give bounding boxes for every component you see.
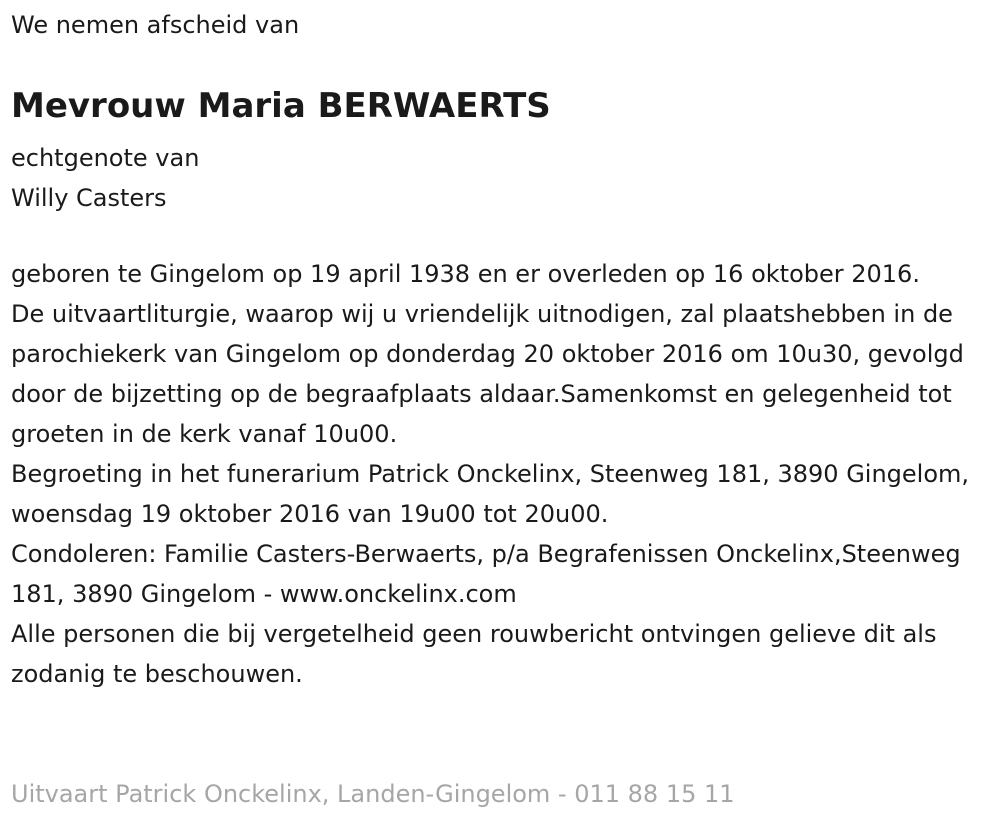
funeral-home-footer: Uitvaart Patrick Onckelinx, Landen-Gingelom - 011 88 15 11: [11, 780, 735, 808]
condolences-paragraph: Condoleren: Familie Casters-Berwaerts, p/a Begrafenissen Onckelinx,Steenweg 181, 3890 Gingelom - www.onckelinx.com: [11, 540, 961, 608]
birth-death-paragraph: geboren te Gingelom op 19 april 1938 en er overleden op 16 oktober 2016.: [11, 260, 920, 288]
spouse-name: Willy Casters: [11, 184, 167, 212]
notice-disclaimer-paragraph: Alle personen die bij vergetelheid geen rouwbericht ontvingen gelieve dit als zodanig te beschouwen.: [11, 620, 937, 688]
visitation-paragraph: Begroeting in het funerarium Patrick Onckelinx, Steenweg 181, 3890 Gingelom, woensdag 19 oktober 2016 van 19u00 tot 20u00.: [11, 460, 970, 528]
notice-body: [11, 254, 996, 694]
funeral-paragraph: De uitvaartliturgie, waarop wij u vriendelijk uitnodigen, zal plaatshebben in de parochiekerk van Gingelom op donderdag 20 oktober 2016 om 10u30, gevolgd door de bijzetting op de begraafplaats aldaar.Samenkomst en gelegenheid tot groeten in de kerk vanaf 10u00.: [11, 300, 964, 448]
intro-text: We nemen afscheid van: [11, 11, 300, 39]
deceased-name: Mevrouw Maria BERWAERTS: [11, 86, 551, 126]
relation-label: echtgenote van: [11, 144, 200, 172]
relation-block: [11, 138, 199, 218]
